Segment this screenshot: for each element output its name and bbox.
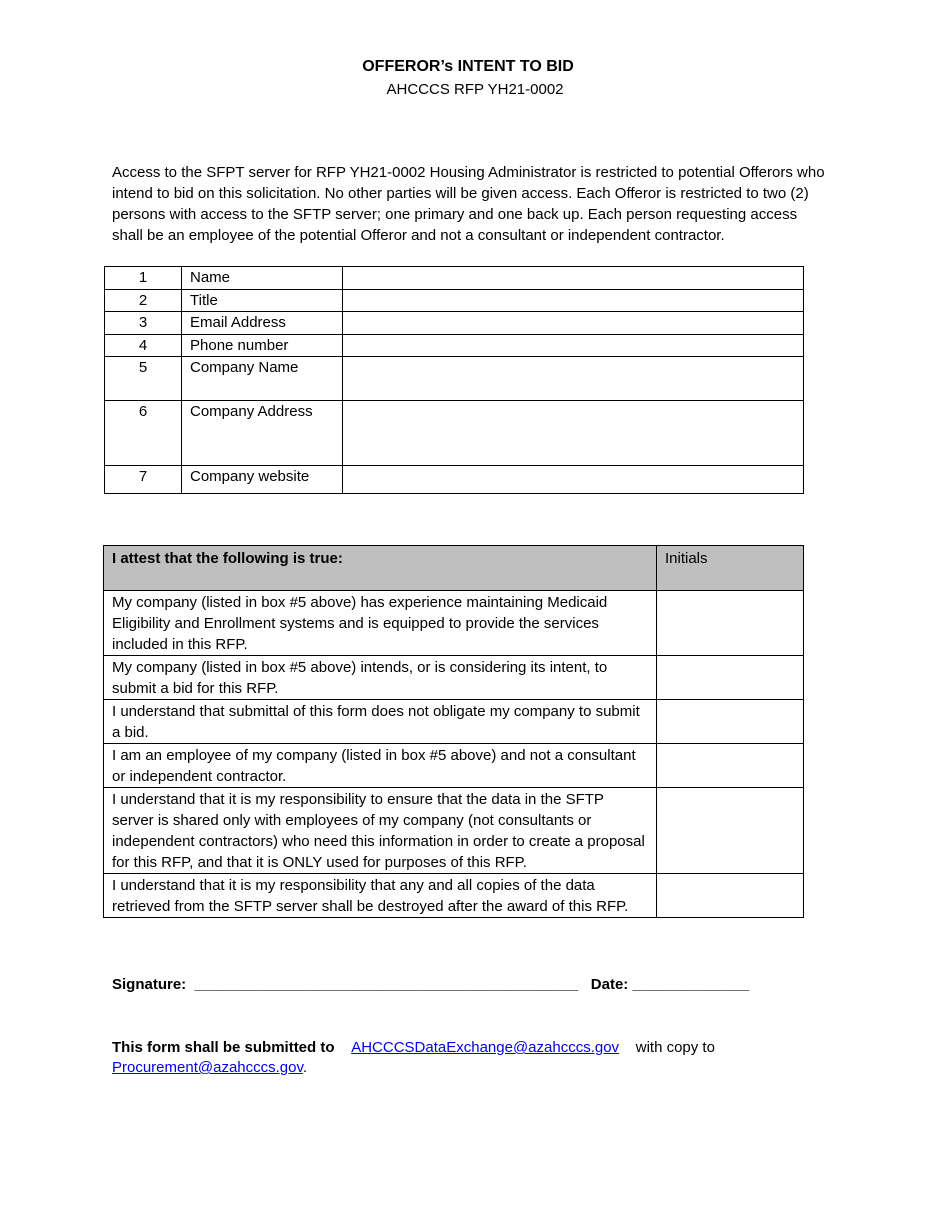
field-label: Name: [182, 267, 343, 290]
attestation-table: [103, 545, 804, 918]
name-field[interactable]: [343, 267, 804, 290]
row-number: 5: [105, 357, 182, 401]
data-exchange-email-link[interactable]: AHCCCSDataExchange@azahcccs.gov: [351, 1039, 620, 1056]
row-number: 7: [105, 466, 182, 494]
field-label: Phone number: [182, 335, 343, 357]
table-row: [104, 656, 804, 700]
company-name-field[interactable]: [343, 357, 804, 401]
table-row: [105, 267, 804, 290]
title-field[interactable]: [343, 290, 804, 312]
submission-instructions: [112, 1038, 812, 1078]
attest-statement: My company (listed in box #5 above) has experience maintaining Medicaid Eligibility and Enrollment systems and is equipped to provide the services included in this RFP.: [104, 591, 657, 656]
form-title: OFFEROR’s INTENT TO BID: [362, 58, 574, 75]
table-row: [105, 466, 804, 494]
table-row: [105, 401, 804, 466]
intro-paragraph: Access to the SFPT server for RFP YH21-0002 Housing Administrator is restricted to potential Offerors who intend to bid on this solicitation. No other parties will be given access. Each Offeror is restricted to two (2) persons with access to the SFTP server; one primary and one back up. Each person requesting access shall be an employee of the potential Offeror and not a consultant or independent contractor.: [112, 164, 825, 244]
field-label: Title: [182, 290, 343, 312]
initials-field[interactable]: [657, 788, 804, 874]
submission-prefix: This form shall be submitted to: [112, 1039, 335, 1056]
submission-suffix: .: [302, 1059, 308, 1076]
attest-header-row: [104, 546, 804, 591]
initials-header: Initials: [657, 546, 804, 591]
rfp-number: AHCCCS RFP YH21-0002: [386, 81, 564, 98]
row-number: 6: [105, 401, 182, 466]
company-address-field[interactable]: [343, 401, 804, 466]
attest-statement: I understand that it is my responsibility that any and all copies of the data retrieved from the SFTP server shall be destroyed after the award of this RFP.: [104, 874, 657, 918]
attest-statement: I understand that it is my responsibility to ensure that the data in the SFTP server is shared only with employees of my company (not consultants or independent contractors) who need this information in order to create a proposal for this RFP, and that it is ONLY used for purposes of this RFP.: [104, 788, 657, 874]
email-field[interactable]: [343, 312, 804, 335]
attest-header: I attest that the following is true:: [104, 546, 657, 591]
table-row: [105, 335, 804, 357]
table-row: [105, 312, 804, 335]
procurement-email-link[interactable]: Procurement@azahcccs.gov: [112, 1059, 303, 1076]
attest-statement: I understand that submittal of this form does not obligate my company to submit a bid.: [104, 700, 657, 744]
row-number: 2: [105, 290, 182, 312]
table-row: [104, 591, 804, 656]
signature-line[interactable]: ______________________________________________: [194, 976, 579, 993]
table-row: [105, 290, 804, 312]
table-row: [104, 744, 804, 788]
field-label: Company website: [182, 466, 343, 494]
field-label: Email Address: [182, 312, 343, 335]
signature-label: Signature:: [112, 976, 187, 993]
initials-field[interactable]: [657, 700, 804, 744]
attest-statement: My company (listed in box #5 above) intends, or is considering its intent, to submit a bid for this RFP.: [104, 656, 657, 700]
field-label: Company Address: [182, 401, 343, 466]
table-row: [104, 700, 804, 744]
company-website-field[interactable]: [343, 466, 804, 494]
row-number: 3: [105, 312, 182, 335]
field-label: Company Name: [182, 357, 343, 401]
offeror-info-table: [104, 266, 804, 494]
signature-block: [112, 974, 749, 995]
table-row: [105, 357, 804, 401]
initials-field[interactable]: [657, 744, 804, 788]
initials-field[interactable]: [657, 591, 804, 656]
date-line[interactable]: ______________: [632, 976, 750, 993]
submission-middle: with copy to: [635, 1039, 715, 1056]
attest-statement: I am an employee of my company (listed in box #5 above) and not a consultant or independent contractor.: [104, 744, 657, 788]
initials-field[interactable]: [657, 874, 804, 918]
row-number: 4: [105, 335, 182, 357]
phone-field[interactable]: [343, 335, 804, 357]
row-number: 1: [105, 267, 182, 290]
table-row: [104, 874, 804, 918]
table-row: [104, 788, 804, 874]
date-label: Date:: [590, 976, 629, 993]
initials-field[interactable]: [657, 656, 804, 700]
